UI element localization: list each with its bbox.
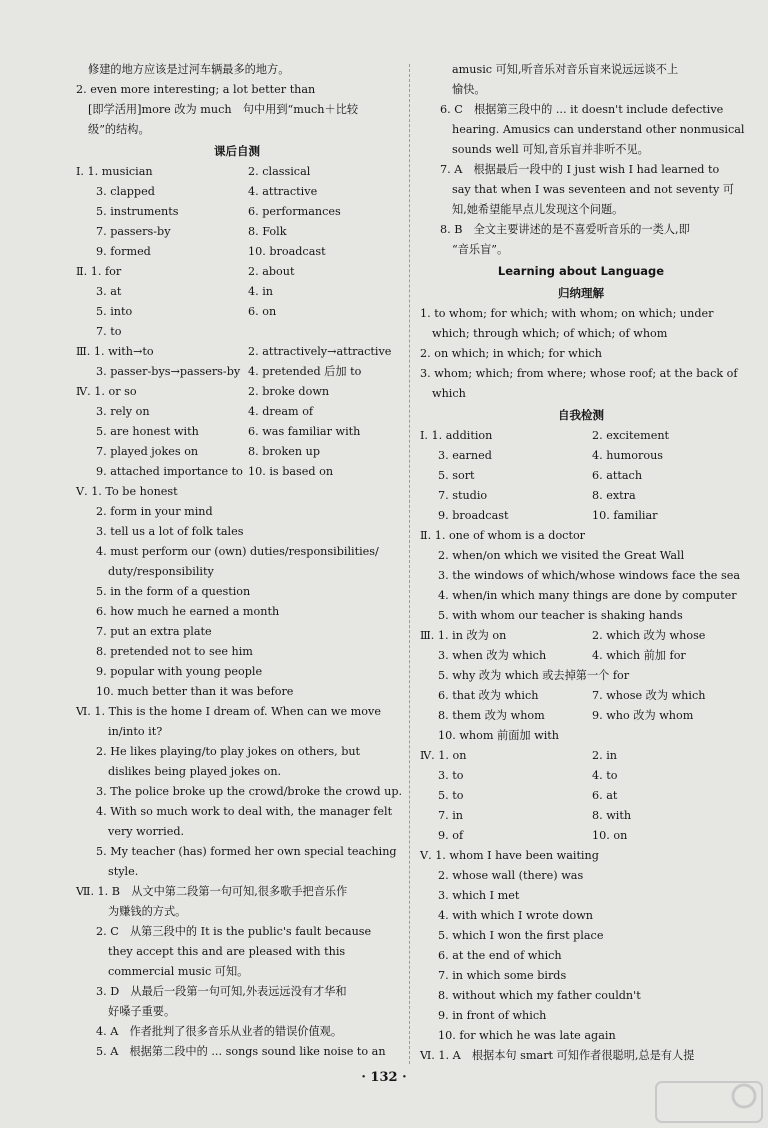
answer-line	[420, 766, 742, 786]
answer-text-second: 8. broken up	[248, 445, 321, 458]
answer-line	[420, 200, 742, 220]
answer-line	[76, 522, 398, 542]
answer-line	[76, 862, 398, 882]
answer-line	[76, 902, 398, 922]
answer-text-second: 4. attractive	[248, 185, 318, 198]
answer-text: Ⅵ. 1. This is the home I dream of. When can we move	[76, 705, 381, 718]
answer-text: 5. with whom our teacher is shaking hands	[438, 609, 683, 622]
section-heading: Learning about Language	[497, 264, 665, 278]
answer-line	[420, 866, 742, 886]
answer-line	[420, 526, 742, 546]
answer-text: 5. My teacher (has) formed her own special teaching	[96, 845, 397, 858]
answer-line	[420, 80, 742, 100]
answer-text: 3. whom; which; from where; whose roof; at the back of	[420, 367, 738, 380]
answer-text: very worried.	[108, 825, 185, 838]
answer-text: [即学活用]more 改为 much 句中用到“much＋比较	[88, 103, 359, 116]
answer-line	[76, 202, 398, 222]
answer-text: hearing. Amusics can understand other nonmusical	[452, 123, 745, 136]
answer-text-second: 2. broke down	[248, 385, 330, 398]
answer-text: 愉快。	[452, 83, 486, 96]
answer-text-second: 2. about	[248, 265, 295, 278]
answer-line	[76, 282, 398, 302]
answer-text: 9. formed	[96, 245, 151, 258]
answer-text: “音乐盲”。	[452, 243, 509, 256]
answer-text: Ⅲ. 1. in 改为 on	[420, 629, 507, 642]
answer-line	[420, 646, 742, 666]
answer-line	[420, 606, 742, 626]
answer-text-second: 7. whose 改为 which	[592, 689, 706, 702]
answer-text: 3. the windows of which/whose windows face the sea	[438, 569, 740, 582]
answer-text: 3. passer-bys→passers-by	[96, 365, 241, 378]
answer-text: 4. with which I wrote down	[438, 909, 594, 922]
answer-text-second: 4. which 前加 for	[592, 649, 686, 662]
answer-text: 6. that 改为 which	[438, 689, 539, 702]
answer-text: Ⅱ. 1. for	[76, 265, 122, 278]
answer-text: commercial music 可知。	[108, 965, 249, 978]
answer-text: 7. A 根据最后一段中的 I just wish I had learned to	[440, 163, 720, 176]
answer-text-second: 10. is based on	[248, 465, 334, 478]
answer-line	[420, 586, 742, 606]
answer-line	[420, 384, 742, 404]
answer-text: 3. rely on	[96, 405, 150, 418]
answer-line	[76, 242, 398, 262]
answer-line	[76, 682, 398, 702]
answer-text: 7. to	[96, 325, 122, 338]
answer-line	[420, 946, 742, 966]
answer-line	[76, 262, 398, 282]
answer-text-second: 6. attach	[592, 469, 643, 482]
answer-text: 9. popular with young people	[96, 665, 263, 678]
answer-text: 5. in the form of a question	[96, 585, 251, 598]
answer-text-second: 4. pretended 后加 to	[248, 365, 362, 378]
answer-text: 10. for which he was late again	[438, 1029, 616, 1042]
answer-text: dislikes being played jokes on.	[108, 765, 282, 778]
answer-line	[420, 304, 742, 324]
answer-text: 3. to	[438, 769, 464, 782]
answer-line	[76, 602, 398, 622]
answer-text-second: 2. in	[592, 749, 618, 762]
answer-text: 3. The police broke up the crowd/broke the crowd up.	[96, 785, 403, 798]
answer-text: amusic 可知,听音乐对音乐盲来说远远谈不上	[452, 63, 679, 76]
answer-text: 9. of	[438, 829, 464, 842]
answer-line	[76, 1022, 398, 1042]
answer-text: 级”的结构。	[88, 123, 150, 136]
answer-text: 10. whom 前面加 with	[438, 729, 560, 742]
answer-line	[76, 1042, 398, 1062]
answer-text-second: 4. dream of	[248, 405, 314, 418]
answer-text: 4. With so much work to deal with, the manager felt	[96, 805, 393, 818]
answer-line	[420, 60, 742, 80]
answer-line	[76, 562, 398, 582]
answer-text: 8. B 全文主要讲述的是不喜爱听音乐的一类人,即	[440, 223, 690, 236]
answer-text: 2. whose wall (there) was	[438, 869, 584, 882]
watermark-logo	[654, 1080, 764, 1124]
answer-line	[420, 826, 742, 846]
answer-text: 5. are honest with	[96, 425, 199, 438]
answer-line	[420, 566, 742, 586]
answer-line	[76, 342, 398, 362]
answer-text: 4. A 作者批判了很多音乐从业者的错误价值观。	[96, 1025, 343, 1038]
answer-text: 9. in front of which	[438, 1009, 547, 1022]
answer-text-second: 10. familiar	[592, 509, 658, 522]
answer-line	[76, 662, 398, 682]
answer-line	[420, 506, 742, 526]
answer-text: Ⅰ. 1. musician	[76, 165, 153, 178]
answer-text: 9. broadcast	[438, 509, 509, 522]
answer-text-second: 4. to	[592, 769, 618, 782]
answer-line	[76, 722, 398, 742]
answer-text: say that when I was seventeen and not seventy 可	[452, 183, 735, 196]
answer-line	[76, 982, 398, 1002]
page-number: · 132 ·	[361, 1070, 407, 1085]
answer-line	[76, 822, 398, 842]
answer-text: 8. pretended not to see him	[96, 645, 253, 658]
answer-line	[76, 942, 398, 962]
answer-line	[76, 502, 398, 522]
answer-text-second: 2. which 改为 whose	[592, 629, 706, 642]
answer-text-second: 4. in	[248, 285, 274, 298]
answer-text: 4. must perform our (own) duties/responsibilities/	[96, 545, 379, 558]
answer-line	[76, 962, 398, 982]
answer-line	[76, 702, 398, 722]
answer-text: 5. to	[438, 789, 464, 802]
answer-line	[76, 422, 398, 442]
answer-line	[420, 1006, 742, 1026]
answer-line	[420, 180, 742, 200]
answer-text: 4. when/in which many things are done by computer	[438, 589, 737, 602]
answer-line	[420, 140, 742, 160]
answer-text: 8. without which my father couldn't	[438, 989, 641, 1002]
answer-line	[76, 60, 398, 80]
answer-text: which	[432, 387, 466, 400]
answer-line	[76, 802, 398, 822]
answer-line	[420, 906, 742, 926]
answer-text: Ⅱ. 1. one of whom is a doctor	[420, 529, 586, 542]
column-divider	[409, 64, 410, 1064]
answer-line	[420, 364, 742, 384]
answer-line	[76, 222, 398, 242]
answer-line	[420, 466, 742, 486]
answer-text: 7. played jokes on	[96, 445, 199, 458]
answer-line	[420, 846, 742, 866]
answer-line	[76, 922, 398, 942]
answer-text: Ⅲ. 1. with→to	[76, 345, 154, 358]
answer-text-second: 2. classical	[248, 165, 311, 178]
answer-line	[420, 426, 742, 446]
answer-text: 10. much better than it was before	[96, 685, 294, 698]
answer-text: Ⅳ. 1. on	[420, 749, 467, 762]
answer-line	[420, 160, 742, 180]
answer-line	[420, 706, 742, 726]
answer-text: 3. tell us a lot of folk tales	[96, 525, 244, 538]
answer-text: which; through which; of which; of whom	[432, 327, 668, 340]
answer-text: 5. into	[96, 305, 133, 318]
answer-line	[420, 1026, 742, 1046]
answer-line	[76, 462, 398, 482]
answer-line	[76, 362, 398, 382]
answer-line	[76, 1002, 398, 1022]
answer-line	[76, 100, 398, 120]
answer-text: 7. passers-by	[96, 225, 171, 238]
answer-text: 5. instruments	[96, 205, 179, 218]
answer-text: 2. when/on which we visited the Great Wall	[438, 549, 685, 562]
answer-line	[76, 782, 403, 802]
answer-text: 2. He likes playing/to play jokes on others, but	[96, 745, 361, 758]
answer-line	[420, 120, 745, 140]
answer-text: 7. studio	[438, 489, 488, 502]
answer-text: in/into it?	[108, 725, 163, 738]
answer-text: Ⅰ. 1. addition	[420, 429, 493, 442]
answer-line	[76, 582, 398, 602]
answer-text: 6. at the end of which	[438, 949, 562, 962]
answer-line	[420, 666, 742, 686]
answer-line	[420, 446, 742, 466]
answer-line	[420, 726, 742, 746]
answer-text: Ⅳ. 1. or so	[76, 385, 137, 398]
answer-text: 7. in which some birds	[438, 969, 567, 982]
answer-line	[420, 1046, 742, 1066]
answer-line	[420, 786, 742, 806]
answer-text: 2. on which; in which; for which	[420, 347, 602, 360]
answer-line	[420, 100, 742, 120]
answer-line	[76, 120, 398, 140]
answer-line	[420, 806, 742, 826]
answer-text: 2. C 从第三段中的 It is the public's fault because	[96, 925, 372, 938]
answer-line	[420, 986, 742, 1006]
answer-line	[76, 742, 398, 762]
answer-text: 1. to whom; for which; with whom; on which; under	[420, 307, 714, 320]
answer-line	[420, 966, 742, 986]
answer-text: style.	[108, 865, 139, 878]
answer-text: Ⅵ. 1. A 根据本句 smart 可知作者很聪明,总是有人提	[420, 1049, 695, 1062]
answer-text: 5. why 改为 which 或去掉第一个 for	[438, 669, 630, 682]
answer-text: 知,她希望能早点儿发现这个问题。	[452, 203, 624, 216]
answer-text: 修建的地方应该是过河车辆最多的地方。	[88, 63, 290, 76]
answer-line	[76, 322, 398, 342]
answer-line	[420, 240, 742, 260]
answer-line	[420, 746, 742, 766]
answer-text: 6. C 根据第三段中的 ... it doesn't include defective	[440, 103, 724, 116]
answer-line	[76, 80, 398, 100]
answer-text-second: 9. who 改为 whom	[592, 709, 694, 722]
answer-text: 7. put an extra plate	[96, 625, 212, 638]
answer-line	[76, 482, 398, 502]
answer-text: Ⅴ. 1. whom I have been waiting	[420, 849, 599, 862]
answer-line	[76, 402, 398, 422]
answer-text-second: 6. performances	[248, 205, 341, 218]
right-column	[420, 60, 745, 1066]
answer-text: 9. attached importance to	[96, 465, 243, 478]
answer-text-second: 2. excitement	[592, 429, 670, 442]
answer-text-second: 6. on	[248, 305, 277, 318]
answer-text-second: 10. broadcast	[248, 245, 326, 258]
answer-line	[420, 626, 742, 646]
answer-text: 3. which I met	[438, 889, 520, 902]
answer-text: sounds well 可知,音乐盲并非听不见。	[452, 143, 649, 156]
answer-text: Ⅶ. 1. B 从文中第二段第一句可知,很多歌手把音乐作	[76, 885, 348, 898]
answer-line	[420, 886, 742, 906]
answer-line	[420, 486, 742, 506]
answer-text-second: 2. attractively→attractive	[248, 345, 392, 358]
answer-text: 7. in	[438, 809, 464, 822]
answer-text: 3. at	[96, 285, 122, 298]
answer-text-second: 4. humorous	[592, 449, 664, 462]
answer-text: 8. them 改为 whom	[438, 709, 545, 722]
answer-text: duty/responsibility	[108, 565, 214, 578]
answer-text: they accept this and are pleased with this	[108, 945, 346, 958]
answer-text-second: 8. extra	[592, 489, 636, 502]
answer-line	[76, 182, 398, 202]
answer-line	[420, 546, 742, 566]
answer-line	[76, 442, 398, 462]
answer-text: 3. D 从最后一段第一句可知,外表远远没有才华和	[96, 985, 347, 998]
answer-text: 2. form in your mind	[96, 505, 213, 518]
answer-text-second: 10. on	[592, 829, 628, 842]
answer-line	[76, 622, 398, 642]
answer-line	[76, 642, 398, 662]
answer-text-second: 6. at	[592, 789, 618, 802]
section-heading: 自我检测	[558, 408, 604, 422]
answer-text: 3. earned	[438, 449, 492, 462]
answer-text: 为赚钱的方式。	[108, 905, 187, 918]
answer-text: 5. A 根据第二段中的 ... songs sound like noise to an	[96, 1045, 386, 1058]
answer-line	[420, 220, 742, 240]
answer-line	[76, 762, 398, 782]
section-heading: 课后自测	[214, 144, 260, 158]
answer-text: 5. sort	[438, 469, 475, 482]
answer-line	[76, 382, 398, 402]
answer-text: 6. how much he earned a month	[96, 605, 280, 618]
answer-line	[420, 926, 742, 946]
answer-line	[420, 344, 742, 364]
watermark-graphic	[654, 1080, 764, 1124]
answer-line	[420, 324, 742, 344]
answer-text: 2. even more interesting; a lot better than	[76, 83, 316, 96]
answer-text: 3. clapped	[96, 185, 155, 198]
answer-text-second: 6. was familiar with	[248, 425, 361, 438]
section-heading: 归纳理解	[558, 286, 604, 300]
answer-line	[76, 882, 398, 902]
answer-text: 3. when 改为 which	[438, 649, 547, 662]
answer-line	[76, 302, 398, 322]
answer-text: 好嗓子重要。	[108, 1005, 176, 1018]
left-column	[76, 60, 403, 1062]
answer-text: 5. which I won the first place	[438, 929, 604, 942]
answer-line	[76, 542, 398, 562]
answer-text-second: 8. with	[592, 809, 632, 822]
answer-line	[76, 842, 398, 862]
answer-text: Ⅴ. 1. To be honest	[76, 485, 178, 498]
answer-line	[420, 686, 742, 706]
answer-line	[76, 162, 398, 182]
answer-text-second: 8. Folk	[248, 225, 287, 238]
